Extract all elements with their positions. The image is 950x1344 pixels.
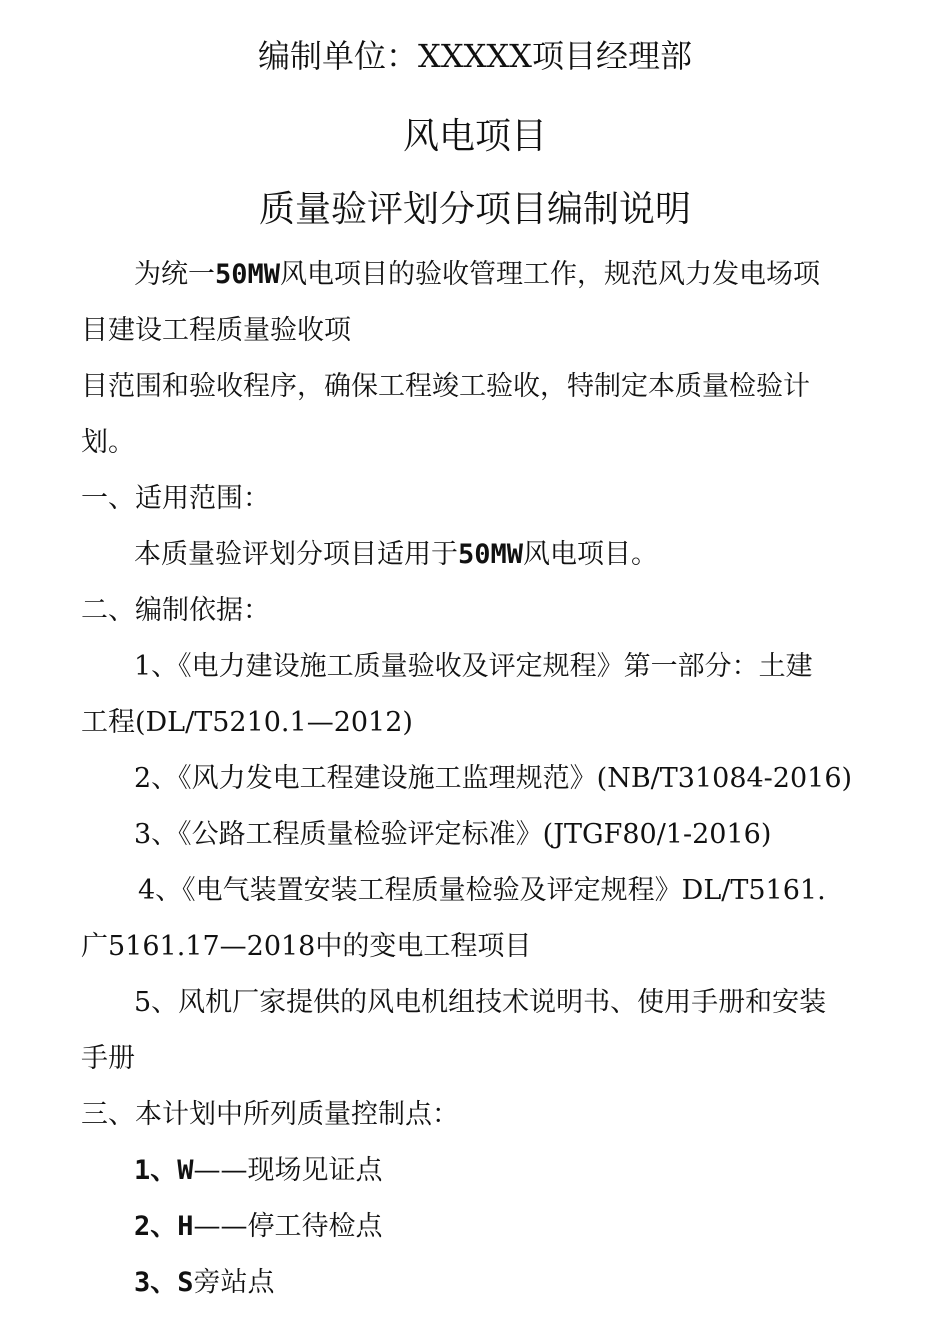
control-point-1-desc: ——现场见证点 (193, 1155, 383, 1186)
control-point-2-code: 2、H (134, 1211, 194, 1242)
intro-capacity: 50MW (215, 259, 281, 290)
intro-line-2: 目建设工程质量验收项 (81, 315, 351, 346)
section-3-heading: 三、本计划中所列质量控制点： (81, 1099, 459, 1130)
basis-item-5-line-1: 5、风机厂家提供的风电机组技术说明书、使用手册和安装 (134, 987, 827, 1018)
control-point-3-code: 3、S (134, 1267, 194, 1298)
basis-item-1-line-2: 工程(DL/T5210.1—2012) (81, 707, 413, 738)
section-1-heading: 一、适用范围： (81, 483, 270, 514)
section-1-suffix: 风电项目。 (523, 539, 659, 570)
control-point-3 (134, 1265, 275, 1301)
intro-suffix: 风电项目的验收管理工作，规范风力发电场项 (280, 259, 821, 290)
basis-item-2: 2、《风力发电工程建设施工监理规范》(NB/T31084-2016) (134, 763, 853, 794)
section-1-body (134, 537, 658, 573)
basis-item-4-line-2: 广5161.17—2018中的变电工程项目 (81, 931, 532, 962)
basis-item-5-line-2: 手册 (81, 1043, 135, 1074)
control-point-2 (134, 1209, 383, 1245)
intro-line-3: 目范围和验收程序，确保工程竣工验收，特制定本质量检验计 (81, 371, 810, 402)
compiling-unit: 编制单位：XXXXX项目经理部 (258, 37, 692, 75)
intro-line-4: 划。 (81, 427, 135, 458)
control-point-1-code: 1、W (134, 1155, 194, 1186)
control-point-1 (134, 1153, 383, 1189)
section-1-capacity: 50MW (458, 539, 524, 570)
intro-line-1 (134, 257, 820, 293)
section-1-prefix: 本质量验评划分项目适用于 (134, 539, 458, 570)
intro-prefix: 为统一 (134, 259, 215, 290)
document-title: 质量验评划分项目编制说明 (258, 189, 691, 230)
section-2-heading: 二、编制依据： (81, 595, 270, 626)
control-point-3-desc: 旁站点 (193, 1267, 275, 1298)
project-title: 风电项目 (402, 116, 547, 157)
basis-item-3: 3、《公路工程质量检验评定标准》(JTGF80/1-2016) (134, 819, 772, 850)
basis-item-1-line-1: 1、《电力建设施工质量验收及评定规程》第一部分：土建 (134, 651, 813, 682)
basis-item-4-line-1: 4、《电气装置安装工程质量检验及评定规程》DL/T5161. (138, 875, 826, 906)
control-point-2-desc: ——停工待检点 (193, 1211, 383, 1242)
